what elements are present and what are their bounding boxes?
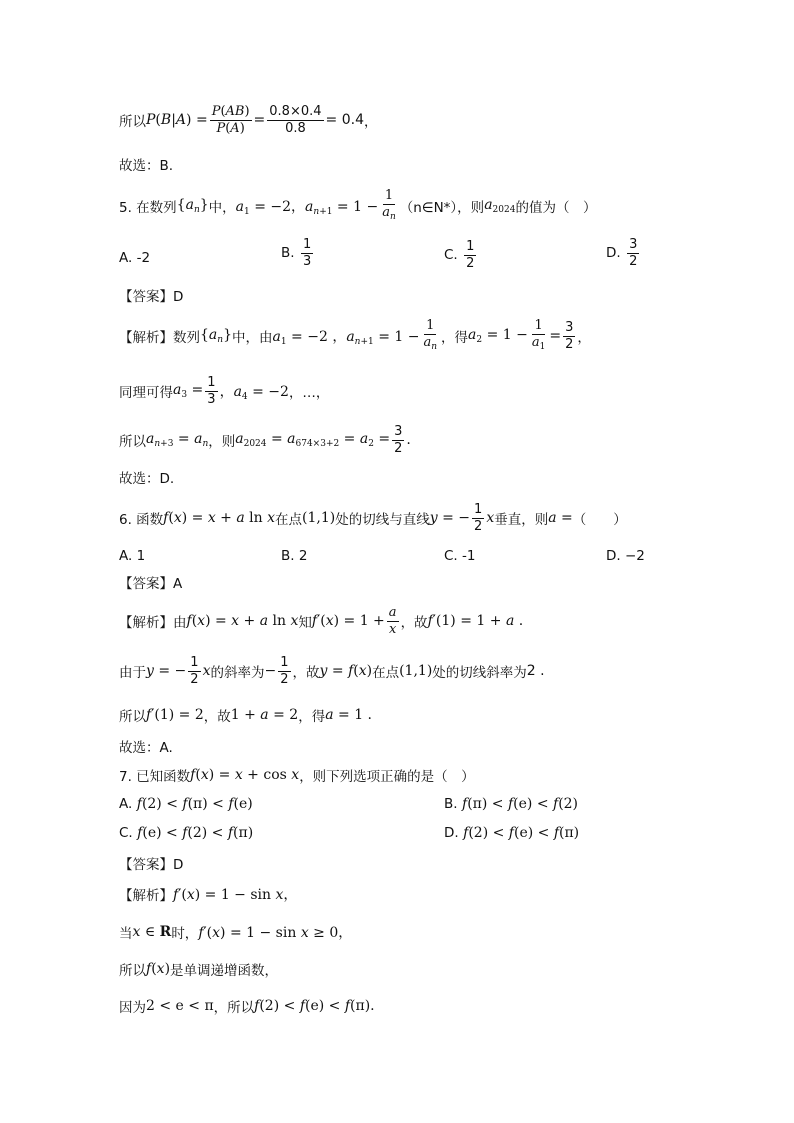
text: 因为 — [119, 1000, 146, 1016]
slope-line: 由于 y = − $\frac{1}{2}$ x 的斜率为 − $\frac{1}{2}$ ，故 y = f(x) 在点 (1,1) 处的切线斜率为 2 . — [119, 654, 545, 687]
text: 所以 — [119, 434, 146, 450]
q6-option-b: B. 2 — [281, 548, 308, 564]
text: 7. 已知函数 — [119, 769, 191, 785]
label: C. — [119, 825, 133, 841]
text: ，故 — [292, 665, 320, 681]
q5-option-b: B. $\frac{1}{3}$ — [281, 237, 312, 269]
q5-option-d: D. $\frac{3}{2}$ — [606, 237, 638, 269]
label: B. — [444, 796, 458, 812]
text: 知 — [298, 615, 312, 631]
text: 处的切线与直线 — [335, 512, 430, 528]
question-7: 7. 已知函数 f(x) = x + cos x ，则下列选项正确的是（ ） — [119, 767, 475, 785]
solution-6: 【解析】 由 f(x) = x + a ln x 知 f′(x) = 1 + $\frac{a}{x}$ ，故 f′(1) = 1 + a . — [119, 604, 524, 637]
text: 5. 在数列 — [119, 200, 177, 216]
q5-option-a: A. -2 — [119, 250, 151, 266]
text: ，得 — [441, 330, 469, 346]
text: 垂直，则 — [494, 512, 549, 528]
text: ，则 — [208, 434, 236, 450]
q6-option-d: D. −2 — [606, 548, 645, 564]
text: 处的切线斜率为 — [432, 665, 527, 681]
question-6: 6. 函数 f(x) = x + a ln x 在点 (1,1) 处的切线与直线 y = − $\frac{1}{2}$ x 垂直，则 a = （ ） — [119, 501, 627, 534]
text: 的值为（ ） — [515, 200, 597, 216]
question-5: 5. 在数列 $\{a_n\}$ 中， $a_1 = -2$，$a_{n+1} = 1$ − $\frac{1}{a_n}$ （n∈N*），则 $a_{2024}$ 的值为（ ） — [119, 188, 597, 223]
text: ，则下列选项正确的是（ ） — [299, 769, 475, 785]
text: ，所以 — [213, 1000, 255, 1016]
answer-5: 【答案】D — [119, 289, 184, 305]
q7-option-b: B. f(π) < f(e) < f(2) — [444, 796, 579, 812]
text: ，…， — [288, 385, 330, 401]
text: 中，由 — [232, 330, 273, 346]
text: 所以 — [119, 709, 146, 725]
derivative-nonneg-line: 当 x ∈ R 时， f′(x) = 1 − sin x ≥ 0， — [119, 924, 353, 942]
answer-7: 【答案】D — [119, 857, 184, 873]
label: 【解析】 — [119, 330, 173, 346]
solve-a-line: 所以 f′(1) = 2 ，故 1 + a = 2 ，得 a = 1 . — [119, 707, 373, 725]
monotonic-line: 所以 f(x) 是单调递增函数， — [119, 961, 279, 979]
probability-result-line: 所以 P(B|A) = $\frac{P(AB)}{P(A)}$ = $\frac{0.8\times 0.4}{0.8}$ = 0.4 ， — [119, 103, 378, 136]
text: 所以 — [119, 963, 146, 979]
text: 由 — [173, 615, 187, 631]
answer-select-d: 故选：D. — [119, 471, 175, 487]
text: 在点 — [275, 512, 303, 528]
text: ， — [363, 114, 378, 130]
label: D. — [606, 245, 621, 262]
label: A. — [119, 796, 133, 812]
text: （ ） — [572, 512, 627, 528]
q6-option-c: C. -1 — [444, 548, 476, 564]
text: 当 — [119, 926, 133, 942]
text: 的斜率为 — [210, 665, 265, 681]
text: 时， — [171, 926, 199, 942]
answer-select-b: 故选：B. — [119, 158, 174, 174]
answer-6: 【答案】A — [119, 576, 183, 592]
text: 所以 — [119, 114, 146, 130]
label: C. — [444, 247, 458, 264]
period-line: 所以 $a_{n+3} = a_n$ ，则 $a_{2024} = a_{674\times 3+2} = a_2$ = $\frac{3}{2}$ . — [119, 423, 411, 456]
text: ，得 — [298, 709, 326, 725]
conclusion-line: 因为 2 < e < π ，所以 f(2) < f(e) < f(π). — [119, 998, 375, 1016]
solution-5: 【解析】 数列 $\{a_n\}$ 中，由 $a_1 = -2$ ，$a_{n+1} = 1$ − $\frac{1}{a_n}$ ，得 $a_2 = 1$ − $\frac{1}{a_1}$ = $\frac{3}{2}$ ， — [119, 318, 591, 353]
label: D. — [444, 825, 459, 841]
q5-option-c: C. $\frac{1}{2}$ — [444, 239, 475, 271]
q6-option-a: A. 1 — [119, 548, 146, 564]
q7-option-c: C. f(e) < f(2) < f(π) — [119, 825, 254, 841]
same-way-line: 同理可得 $a_3$ = $\frac{1}{3}$ ，$a_4 = -2$ ，…， — [119, 374, 330, 407]
text: 在点 — [372, 665, 400, 681]
text: 同理可得 — [119, 385, 173, 401]
text: 是单调递增函数， — [170, 963, 279, 979]
label: 【解析】 — [119, 888, 173, 904]
label: 【解析】 — [119, 615, 173, 631]
text: （n∈N*），则 — [399, 200, 485, 216]
text: 中， — [208, 200, 236, 216]
text: 6. 函数 — [119, 512, 164, 528]
label: B. — [281, 245, 295, 262]
text: 由于 — [119, 665, 146, 681]
q7-option-d: D. f(2) < f(e) < f(π) — [444, 825, 580, 841]
text: 数列 — [173, 330, 200, 346]
text: ，故 — [400, 615, 428, 631]
solution-7: 【解析】 f′(x) = 1 − sin x， — [119, 880, 297, 908]
answer-select-a: 故选：A. — [119, 740, 173, 756]
text: ， — [577, 330, 591, 346]
text: ，故 — [203, 709, 231, 725]
q7-option-a: A. f(2) < f(π) < f(e) — [119, 796, 253, 812]
